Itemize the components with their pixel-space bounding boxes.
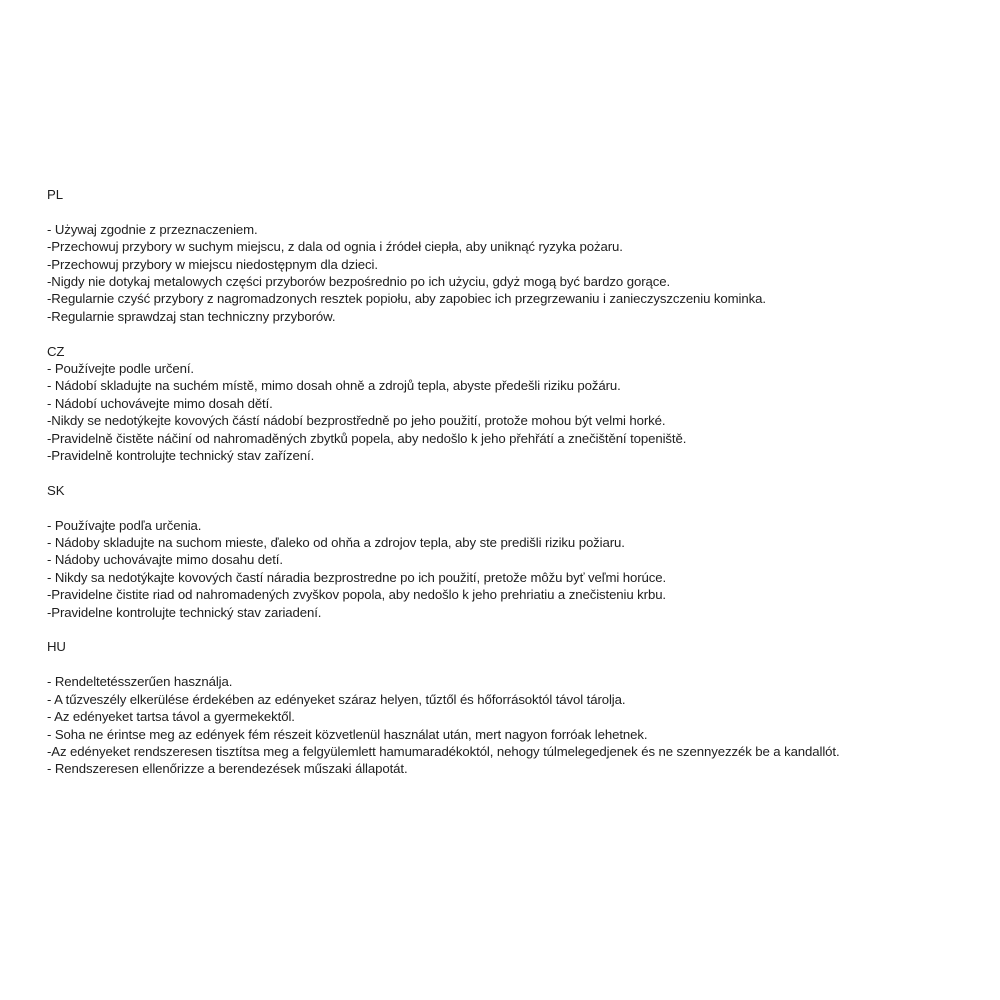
section-heading-pl: PL [47,187,63,202]
instruction-item: -Pravidelně čistěte náčiní od nahromaděných zbytků popela, aby nedošlo k jeho přehřátí a znečištění topeniště. [47,430,687,446]
spacer [47,203,947,220]
instruction-item: - Používajte podľa určenia. [47,517,202,533]
instruction-item: -Regularnie czyść przybory z nagromadzonych resztek popiołu, aby zapobiec ich przegrzewaniu i zanieczyszczeniu kominka. [47,291,766,307]
instruction-item: -Regularnie sprawdzaj stan techniczny przyborów. [47,308,336,324]
section-heading-sk: SK [47,482,65,498]
instruction-item: -Pravidelne kontrolujte technický stav zariadení. [47,604,322,620]
instruction-list-sk [47,517,947,621]
instruction-item: - Nádoby skladujte na suchom mieste, ďaleko od ohňa a zdrojov tepla, aby ste predišli riziku požiaru. [47,535,625,551]
instruction-item: - Používejte podle určení. [47,361,194,377]
section-heading-cz: CZ [47,343,65,359]
spacer [47,656,947,673]
section-hu [47,638,947,777]
instruction-item: -Pravidelně kontrolujte technický stav zařízení. [47,448,315,464]
instruction-item: -Az edényeket rendszeresen tisztítsa meg a felgyülemlett hamumaradékoktól, nehogy túlmelegedjenek és ne szennyezzék be a kandallót. [47,743,840,759]
instruction-item: -Nigdy nie dotykaj metalowych części przyborów bezpośrednio po ich użyciu, gdyż mogą być bardzo gorące. [47,274,671,290]
instruction-item: - Az edényeket tartsa távol a gyermekektől. [47,709,295,725]
instruction-list-cz [47,360,947,464]
instruction-item: - Soha ne érintse meg az edények fém részeit közvetlenül használat után, mert nagyon forróak lehetnek. [47,726,648,742]
instruction-item: - Nádobí uchovávejte mimo dosah dětí. [47,395,273,411]
instruction-item: -Przechowuj przybory w suchym miejscu, z dala od ognia i źródeł ciepła, aby uniknąć ryzyka pożaru. [47,239,623,255]
instruction-list-hu [47,673,947,777]
instructions-text [47,186,947,778]
instruction-item: -Nikdy se nedotýkejte kovových částí nádobí bezprostředně po jeho použití, protože mohou být velmi horké. [47,413,666,429]
instruction-item: - Nádoby uchovávajte mimo dosahu detí. [47,552,283,568]
spacer [47,325,947,342]
section-cz [47,343,947,465]
instruction-list-pl [47,221,947,325]
section-pl [47,186,947,325]
instruction-item: - Rendszeresen ellenőrizze a berendezések műszaki állapotát. [47,761,408,777]
spacer [47,499,947,516]
instruction-item: -Pravidelne čistite riad od nahromadených zvyškov popola, aby nedošlo k jeho prehriatiu a znečisteniu krbu. [47,587,666,603]
instruction-item: -Przechowuj przybory w miejscu niedostępnym dla dzieci. [47,256,378,272]
instruction-item: - Używaj zgodnie z przeznaczeniem. [47,221,258,237]
section-sk [47,482,947,621]
spacer [47,464,947,481]
instruction-item: - A tűzveszély elkerülése érdekében az edényeket száraz helyen, tűztől és hőforrásoktól távol tárolja. [47,691,626,707]
instruction-item: - Rendeltetésszerűen használja. [47,674,233,690]
spacer [47,621,947,638]
instruction-item: - Nádobí skladujte na suchém místě, mimo dosah ohně a zdrojů tepla, abyste předešli riziku požáru. [47,378,621,394]
instruction-item: - Nikdy sa nedotýkajte kovových častí náradia bezprostredne po ich použití, pretože môžu byť veľmi horúce. [47,569,667,585]
section-heading-hu: HU [47,639,66,655]
